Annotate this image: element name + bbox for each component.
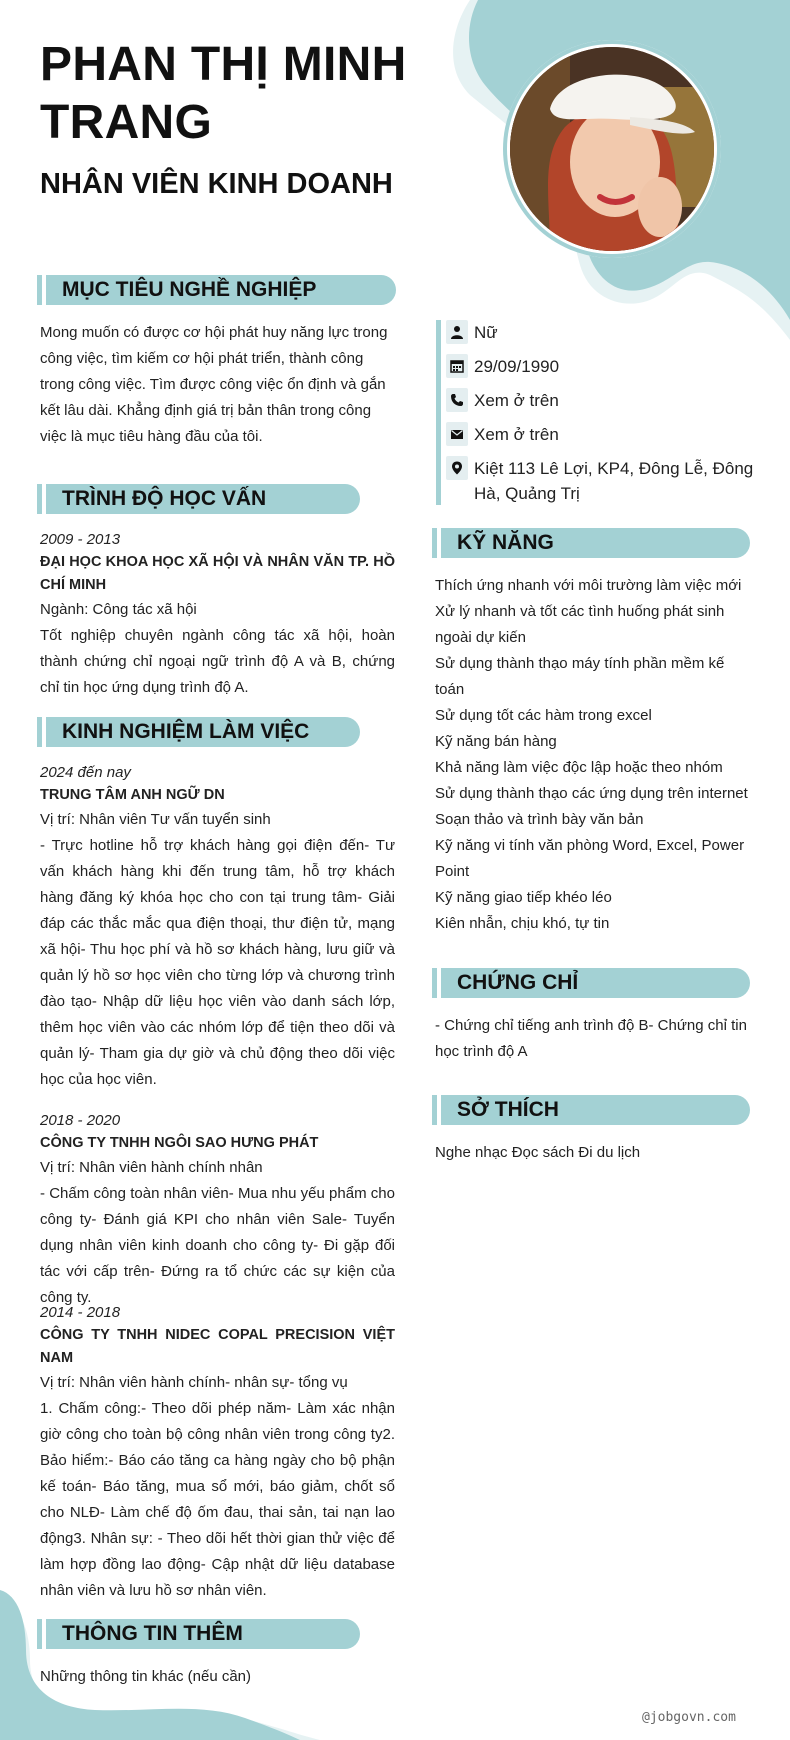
experience-company: CÔNG TY TNHH NGÔI SAO HƯNG PHÁT xyxy=(40,1135,319,1151)
calendar-icon xyxy=(446,354,468,378)
section-title: SỞ THÍCH xyxy=(457,1098,559,1121)
section-education-header xyxy=(46,484,360,514)
contact-gender-text: Nữ xyxy=(474,323,498,342)
education-date: 2009 - 2013 xyxy=(40,531,121,548)
experience-entry xyxy=(40,762,395,1093)
experience-desc: - Trực hotline hỗ trợ khách hàng gọi điện đến- Tư vấn khách hàng khi đến trung tâm, hỗ trợ khách hàng đăng ký khóa học cho con tại trung tâm- Giải đáp các thắc mắc qua điện thoại, thư điện tử, mạng xã hội- Thu học phí và hồ sơ khách hàng, lưu giữ và quản lý hồ sơ học viên cho từng lớp và chương trình đào tạo- Nhập dữ liệu học viên vào danh sách lớp, thêm học viên vào các nhóm lớp để tiện theo dõi và quản lý- Tham gia dự giờ và chủ động theo dõi việc học của học viên. xyxy=(40,837,395,1088)
skill-item: Kỹ năng bán hàng xyxy=(435,733,557,750)
skill-item: Sử dụng thành thạo máy tính phần mềm kế toán xyxy=(435,655,725,698)
experience-entry xyxy=(40,1302,395,1604)
experience-position: Vị trí: Nhân viên hành chính- nhân sự- tổng vụ xyxy=(40,1374,348,1391)
skill-item: Sử dụng thành thạo các ứng dụng trên internet xyxy=(435,785,748,802)
skill-item: Kỹ năng giao tiếp khéo léo xyxy=(435,889,612,906)
extra-text: Những thông tin khác (nếu cần) xyxy=(40,1668,252,1685)
section-experience-header xyxy=(46,717,360,747)
education-major: Ngành: Công tác xã hội xyxy=(40,601,197,618)
certificates-text: - Chứng chỉ tiếng anh trình độ B- Chứng chỉ tin học trình độ A xyxy=(435,1017,747,1060)
section-title: KỸ NĂNG xyxy=(457,531,554,554)
section-objective-header xyxy=(46,275,396,305)
experience-position: Vị trí: Nhân viên Tư vấn tuyển sinh xyxy=(40,811,271,828)
experience-date: 2018 - 2020 xyxy=(40,1112,121,1129)
skill-item: Kỹ năng vi tính văn phòng Word, Excel, Power Point xyxy=(435,837,745,880)
section-hobbies-header xyxy=(441,1095,750,1125)
contact-birthday-text: 29/09/1990 xyxy=(474,357,560,376)
section-certificates-header xyxy=(441,968,750,998)
skill-item: Soạn thảo và trình bày văn bản xyxy=(435,811,644,828)
person-icon xyxy=(446,320,468,344)
skill-item: Sử dụng tốt các hàm trong excel xyxy=(435,707,652,724)
education-entry xyxy=(40,529,395,701)
mail-icon xyxy=(446,422,468,446)
section-title: THÔNG TIN THÊM xyxy=(62,1622,243,1645)
education-desc: Tốt nghiệp chuyên ngành công tác xã hội, hoàn thành chứng chỉ ngoại ngữ trình độ A và B, chứng chỉ tin học ứng dụng trình độ A. xyxy=(40,627,395,696)
skills-list xyxy=(435,573,750,937)
section-extra-header xyxy=(46,1619,360,1649)
candidate-name: PHAN THỊ MINH TRANG xyxy=(40,38,407,149)
experience-position: Vị trí: Nhân viên hành chính nhân xyxy=(40,1159,263,1176)
hobbies-text: Nghe nhạc Đọc sách Đi du lịch xyxy=(435,1144,641,1161)
location-pin-icon xyxy=(446,456,468,480)
avatar xyxy=(510,47,714,251)
section-title: TRÌNH ĐỘ HỌC VẤN xyxy=(62,487,267,510)
skill-item: Khả năng làm việc độc lập hoặc theo nhóm xyxy=(435,759,723,776)
experience-date: 2024 đến nay xyxy=(40,764,131,781)
skill-item: Kiên nhẫn, chịu khó, tự tin xyxy=(435,915,610,932)
job-title: NHÂN VIÊN KINH DOANH xyxy=(40,168,393,200)
objective-text: Mong muốn có được cơ hội phát huy năng lực trong công việc, tìm kiếm cơ hội phát triển, thành công trong công việc. Tìm được công việc ổn định và gắn kết lâu dài. Khẳng định giá trị bản thân trong công việc là mục tiêu hàng đầu của tôi. xyxy=(40,324,388,445)
experience-company: TRUNG TÂM ANH NGỮ DN xyxy=(40,787,225,803)
contact-address-text: Kiệt 113 Lê Lợi, KP4, Đông Lễ, Đông Hà, Quảng Trị xyxy=(474,459,754,503)
contact-email-text: Xem ở trên xyxy=(474,425,559,444)
experience-entry xyxy=(40,1110,395,1311)
experience-date: 2014 - 2018 xyxy=(40,1304,121,1321)
experience-desc: - Chấm công toàn nhân viên- Mua nhu yếu phẩm cho công ty- Đánh giá KPI cho nhân viên Sale- Tuyển dụng nhân viên kinh doanh cho công ty- Đi gặp đối tác với cấp trên- Đứng ra tổ chức các sự kiện của công ty. xyxy=(40,1185,395,1306)
contact-phone-text: Xem ở trên xyxy=(474,391,559,410)
section-title: CHỨNG CHỈ xyxy=(457,971,579,994)
watermark: @jobgovn.com xyxy=(642,1710,736,1725)
phone-icon xyxy=(446,388,468,412)
section-skills-header xyxy=(441,528,750,558)
education-school: ĐẠI HỌC KHOA HỌC XÃ HỘI VÀ NHÂN VĂN TP. HỒ CHÍ MINH xyxy=(40,554,395,593)
experience-desc: 1. Chấm công:- Theo dõi phép năm- Làm xác nhận giờ công cho toàn bộ công nhân viên trong công ty2. Bảo hiểm:- Báo cáo tăng ca hàng ngày cho bộ phận kế toán- Báo tăng, mua sổ mới, báo giảm, chốt sổ cho NLĐ- Làm chế độ ốm đau, thai sản, tai nạn lao động3. Nhân sự: - Theo dõi hết thời gian thử việc để làm hợp đồng lao động- Cập nhật dữ liệu database nhân viên và lưu hồ sơ nhân viên. xyxy=(40,1400,395,1599)
section-title: KINH NGHIỆM LÀM VIỆC xyxy=(62,720,310,743)
experience-company: CÔNG TY TNHH NIDEC COPAL PRECISION VIỆT NAM xyxy=(40,1327,395,1366)
contact-accent-bar xyxy=(436,320,441,505)
skill-item: Xử lý nhanh và tốt các tình huống phát sinh ngoài dự kiến xyxy=(435,603,725,646)
section-title: MỤC TIÊU NGHỀ NGHIỆP xyxy=(62,278,317,301)
skill-item: Thích ứng nhanh với môi trường làm việc mới xyxy=(435,577,742,594)
